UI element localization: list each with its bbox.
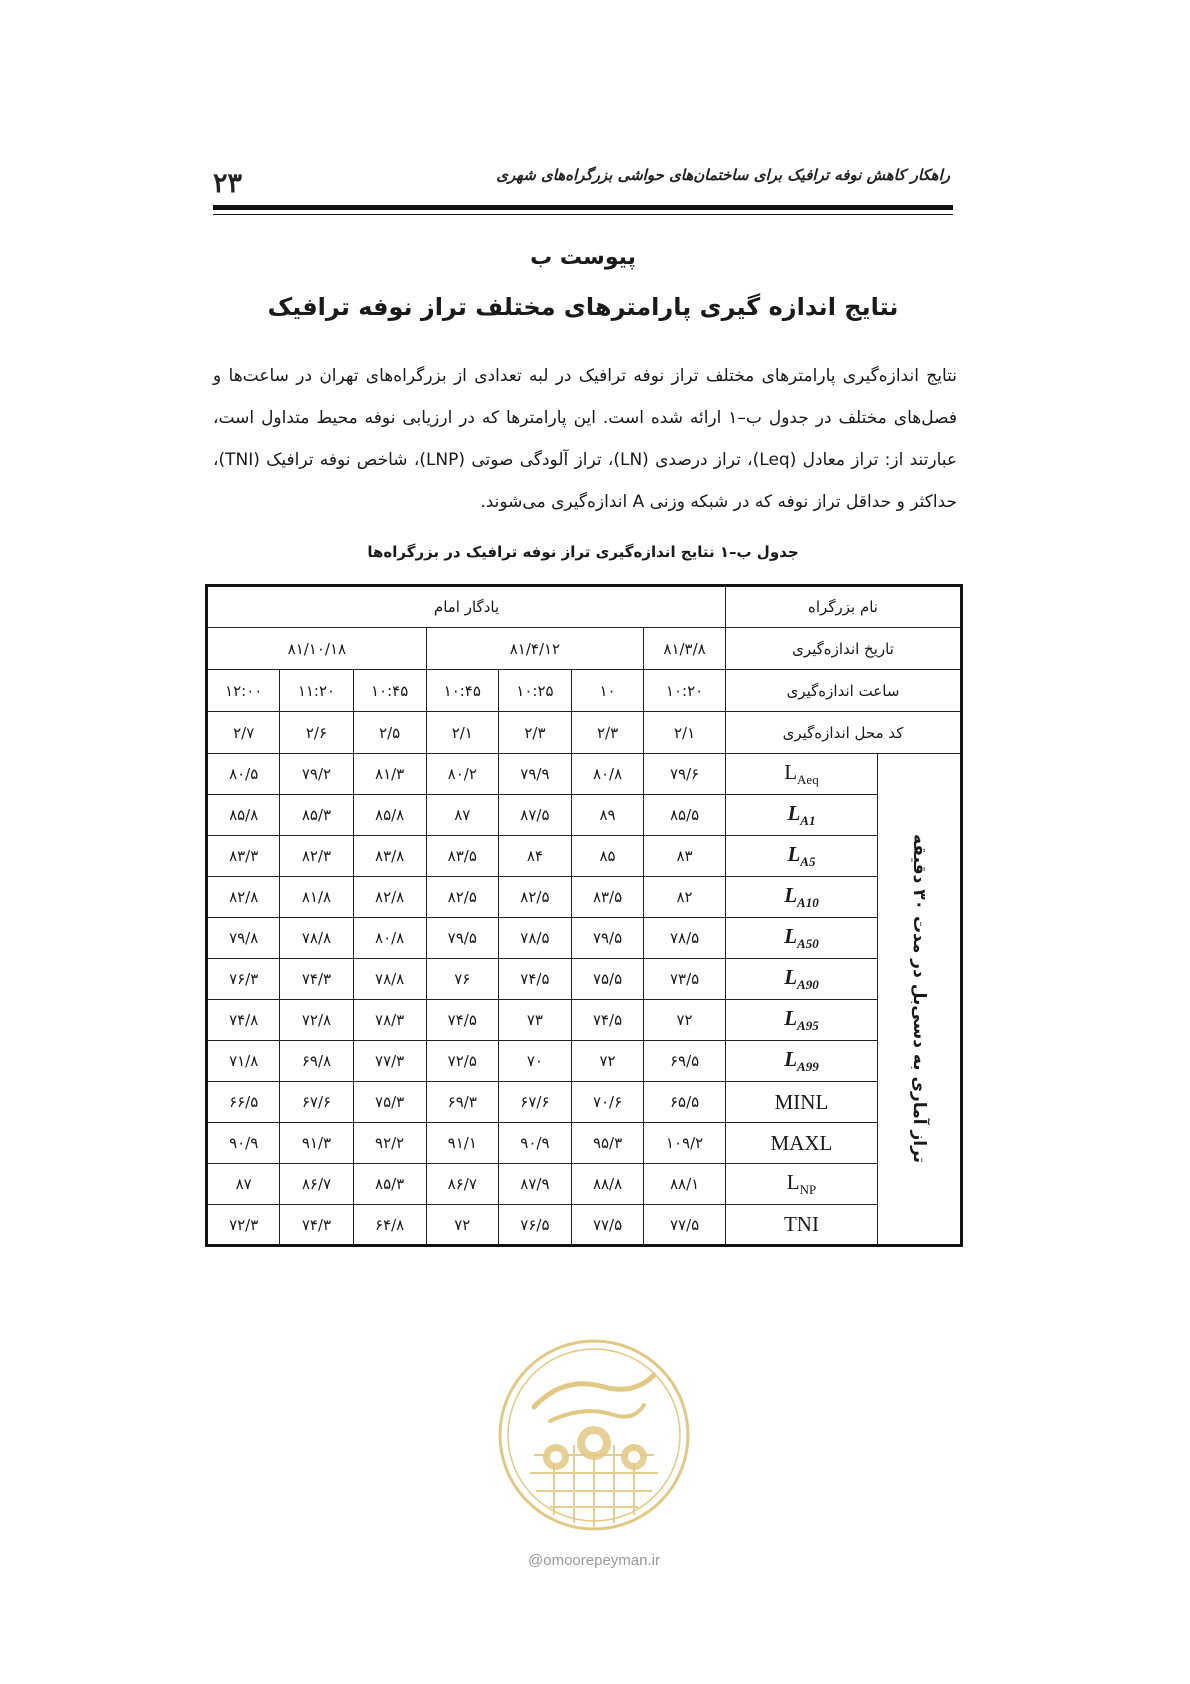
results-table-wrapper <box>205 584 963 1247</box>
value-cell: ۷۲/۳ <box>207 1205 280 1246</box>
value-cell: ۷۷/۵ <box>644 1205 726 1246</box>
time-cell: ۱۰:۲۵ <box>498 670 571 712</box>
parameter-name: L <box>787 841 801 866</box>
value-cell: ۷۲/۸ <box>280 1000 353 1041</box>
parameter-subscript: A95 <box>797 1018 819 1034</box>
parameter-name: TNI <box>783 1212 819 1236</box>
parameter-name: L <box>784 882 798 907</box>
value-cell: ۸۷/۹ <box>498 1164 571 1205</box>
value-cell: ۸۱/۳ <box>353 754 426 795</box>
header-rule <box>213 205 953 210</box>
code-cell: ۲/۷ <box>207 712 280 754</box>
value-cell: ۷۶ <box>426 959 498 1000</box>
table-row <box>207 1123 962 1164</box>
parameter-name: L <box>784 1005 798 1030</box>
value-cell: ۷۲ <box>426 1205 498 1246</box>
value-cell: ۸۲/۸ <box>353 877 426 918</box>
value-cell: ۷۰/۶ <box>572 1082 644 1123</box>
value-cell: ۶۷/۶ <box>280 1082 353 1123</box>
value-cell: ۹۲/۲ <box>353 1123 426 1164</box>
parameter-name: L <box>786 1169 800 1194</box>
value-cell: ۹۰/۹ <box>498 1123 571 1164</box>
parameter-cell <box>726 959 878 1000</box>
parameter-cell <box>726 836 878 877</box>
code-cell: ۲/۱ <box>644 712 726 754</box>
value-cell: ۱۰۹/۲ <box>644 1123 726 1164</box>
value-cell: ۸۰/۲ <box>426 754 498 795</box>
table-row-highway <box>207 586 962 628</box>
table-row <box>207 918 962 959</box>
value-cell: ۷۸/۳ <box>353 1000 426 1041</box>
value-cell: ۷۲ <box>572 1041 644 1082</box>
value-cell: ۷۴/۳ <box>280 959 353 1000</box>
table-row <box>207 1082 962 1123</box>
value-cell: ۹۱/۱ <box>426 1123 498 1164</box>
code-cell: ۲/۳ <box>572 712 644 754</box>
parameter-subscript: A5 <box>800 854 816 870</box>
value-cell: ۸۶/۷ <box>280 1164 353 1205</box>
value-cell: ۷۹/۹ <box>498 754 571 795</box>
code-cell: ۲/۶ <box>280 712 353 754</box>
value-cell: ۸۵ <box>572 836 644 877</box>
value-cell: ۸۸/۸ <box>572 1164 644 1205</box>
time-cell: ۱۰ <box>572 670 644 712</box>
value-cell: ۷۳ <box>498 1000 571 1041</box>
table-row <box>207 1041 962 1082</box>
time-cell: ۱۰:۴۵ <box>353 670 426 712</box>
value-cell: ۷۴/۸ <box>207 1000 280 1041</box>
value-cell: ۷۴/۵ <box>426 1000 498 1041</box>
value-cell: ۸۱/۸ <box>280 877 353 918</box>
value-cell: ۶۷/۶ <box>498 1082 571 1123</box>
header-rule-thin <box>213 214 953 215</box>
value-cell: ۸۴ <box>498 836 571 877</box>
value-cell: ۷۶/۵ <box>498 1205 571 1246</box>
table-body <box>207 586 962 1246</box>
parameter-cell <box>726 918 878 959</box>
parameter-cell <box>726 795 878 836</box>
time-cell: ۱۱:۲۰ <box>280 670 353 712</box>
value-cell: ۶۶/۵ <box>207 1082 280 1123</box>
value-cell: ۸۲/۳ <box>280 836 353 877</box>
parameter-name: L <box>784 964 798 989</box>
value-cell: ۷۸/۸ <box>353 959 426 1000</box>
parameter-subscript: A1 <box>800 813 816 829</box>
parameter-subscript: Aeq <box>797 772 819 788</box>
value-cell: ۸۵/۳ <box>280 795 353 836</box>
value-cell: ۷۹/۶ <box>644 754 726 795</box>
value-cell: ۸۳/۸ <box>353 836 426 877</box>
value-cell: ۹۰/۹ <box>207 1123 280 1164</box>
label-highway: نام بزرگراه <box>726 586 962 628</box>
group-label-cell <box>877 754 961 1246</box>
value-cell: ۷۲ <box>644 1000 726 1041</box>
table-row-date <box>207 628 962 670</box>
value-cell: ۷۲/۵ <box>426 1041 498 1082</box>
label-time: ساعت اندازه‌گیری <box>726 670 962 712</box>
value-cell: ۸۲ <box>644 877 726 918</box>
value-cell: ۸۷ <box>426 795 498 836</box>
label-location: کد محل اندازه‌گیری <box>726 712 962 754</box>
time-cell: ۱۲:۰۰ <box>207 670 280 712</box>
value-cell: ۷۸/۵ <box>498 918 571 959</box>
table-row-time <box>207 670 962 712</box>
parameter-cell <box>726 1205 878 1246</box>
value-cell: ۸۹ <box>572 795 644 836</box>
value-cell: ۷۵/۵ <box>572 959 644 1000</box>
value-cell: ۷۰ <box>498 1041 571 1082</box>
parameter-name: L <box>784 759 798 784</box>
parameter-cell <box>726 1041 878 1082</box>
date-cell: ۸۱/۴/۱۲ <box>426 628 643 670</box>
parameter-subscript: A90 <box>797 977 819 993</box>
value-cell: ۷۴/۳ <box>280 1205 353 1246</box>
table-row <box>207 1205 962 1246</box>
value-cell: ۷۶/۳ <box>207 959 280 1000</box>
parameter-subscript: A10 <box>797 895 819 911</box>
table-row <box>207 877 962 918</box>
value-cell: ۹۵/۳ <box>572 1123 644 1164</box>
value-cell: ۶۵/۵ <box>644 1082 726 1123</box>
value-cell: ۸۵/۵ <box>644 795 726 836</box>
value-cell: ۸۳/۵ <box>572 877 644 918</box>
table-row <box>207 836 962 877</box>
time-cell: ۱۰:۴۵ <box>426 670 498 712</box>
table-caption: جدول ب–۱ نتایج اندازه‌گیری تراز نوفه ترافیک در بزرگراه‌ها <box>367 543 799 561</box>
value-cell: ۷۷/۵ <box>572 1205 644 1246</box>
value-cell: ۸۰/۸ <box>572 754 644 795</box>
value-cell: ۶۹/۳ <box>426 1082 498 1123</box>
date-cell: ۸۱/۱۰/۱۸ <box>207 628 427 670</box>
appendix-title: پیوست ب <box>530 245 636 270</box>
value-cell: ۶۴/۸ <box>353 1205 426 1246</box>
code-cell: ۲/۱ <box>426 712 498 754</box>
value-cell: ۷۴/۵ <box>498 959 571 1000</box>
parameter-cell <box>726 754 878 795</box>
value-cell: ۸۵/۸ <box>207 795 280 836</box>
parameter-cell <box>726 877 878 918</box>
value-cell: ۸۶/۷ <box>426 1164 498 1205</box>
parameter-name: MAXL <box>770 1130 833 1155</box>
watermark-logo <box>494 1335 694 1535</box>
value-cell: ۸۵/۸ <box>353 795 426 836</box>
value-cell: ۷۱/۸ <box>207 1041 280 1082</box>
parameter-subscript: NP <box>799 1182 817 1198</box>
table-row <box>207 795 962 836</box>
page-number: ۲۳ <box>213 168 243 199</box>
noise-results-table <box>205 584 963 1247</box>
code-cell: ۲/۳ <box>498 712 571 754</box>
table-row <box>207 754 962 795</box>
value-cell: ۹۱/۳ <box>280 1123 353 1164</box>
value-cell: ۸۳/۵ <box>426 836 498 877</box>
value-cell: ۷۴/۵ <box>572 1000 644 1041</box>
parameter-cell <box>726 1123 878 1164</box>
value-cell: ۸۷/۵ <box>498 795 571 836</box>
value-cell: ۷۹/۵ <box>426 918 498 959</box>
value-cell: ۸۰/۵ <box>207 754 280 795</box>
group-label: تراز آماری به دسی‌بل در مدت ۳۰ دقیقه <box>908 834 929 1164</box>
table-row <box>207 1164 962 1205</box>
value-cell: ۸۲/۵ <box>498 877 571 918</box>
parameter-name: L <box>787 800 801 825</box>
value-cell: ۷۹/۸ <box>207 918 280 959</box>
parameter-subscript: A99 <box>797 1059 819 1075</box>
value-cell: ۷۸/۸ <box>280 918 353 959</box>
parameter-name: L <box>784 923 798 948</box>
date-cell: ۸۱/۳/۸ <box>644 628 726 670</box>
parameter-cell <box>726 1082 878 1123</box>
highway-name: یادگار امام <box>207 586 726 628</box>
value-cell: ۷۹/۲ <box>280 754 353 795</box>
running-header-title: راهکار کاهش نوفه ترافیک برای ساختمان‌های حواشی بزرگراه‌های شهری <box>496 166 950 184</box>
watermark-url: @omoorepeyman.ir <box>528 1552 660 1569</box>
value-cell: ۸۸/۱ <box>644 1164 726 1205</box>
value-cell: ۸۲/۵ <box>426 877 498 918</box>
table-row <box>207 959 962 1000</box>
parameter-cell <box>726 1000 878 1041</box>
value-cell: ۸۲/۸ <box>207 877 280 918</box>
parameter-name: L <box>784 1046 798 1071</box>
value-cell: ۷۸/۵ <box>644 918 726 959</box>
intro-paragraph: نتایج اندازه‌گیری پارامترهای مختلف تراز نوفه ترافیک در لبه تعدادی از بزرگراه‌های تهران در ساعت‌ها و فصل‌های مختلف در جدول ب–۱ ارائه شده است. این پارامترها که در ارزیابی نوفه محیط متداول است، عبارتند از: تراز معادل (Leq)، تراز درصدی (LN)، تراز آلودگی صوتی (LNP)، شاخص نوفه ترافیک (TNI)، حداکثر و حداقل تراز نوفه که در شبکه وزنی A اندازه‌گیری می‌شوند. <box>213 366 958 512</box>
value-cell: ۷۳/۵ <box>644 959 726 1000</box>
code-cell: ۲/۵ <box>353 712 426 754</box>
value-cell: ۶۹/۸ <box>280 1041 353 1082</box>
time-cell: ۱۰:۲۰ <box>644 670 726 712</box>
table-row-location <box>207 712 962 754</box>
parameter-name: MINL <box>774 1089 829 1114</box>
table-row <box>207 1000 962 1041</box>
parameter-subscript: A50 <box>797 936 819 952</box>
value-cell: ۸۰/۸ <box>353 918 426 959</box>
value-cell: ۸۷ <box>207 1164 280 1205</box>
value-cell: ۷۹/۵ <box>572 918 644 959</box>
value-cell: ۸۳ <box>644 836 726 877</box>
section-title: نتایج اندازه گیری پارامترهای مختلف تراز نوفه ترافیک <box>267 293 899 321</box>
value-cell: ۸۵/۳ <box>353 1164 426 1205</box>
parameter-cell <box>726 1164 878 1205</box>
label-date: تاریخ اندازه‌گیری <box>726 628 962 670</box>
value-cell: ۷۷/۳ <box>353 1041 426 1082</box>
value-cell: ۸۳/۳ <box>207 836 280 877</box>
value-cell: ۷۵/۳ <box>353 1082 426 1123</box>
value-cell: ۶۹/۵ <box>644 1041 726 1082</box>
